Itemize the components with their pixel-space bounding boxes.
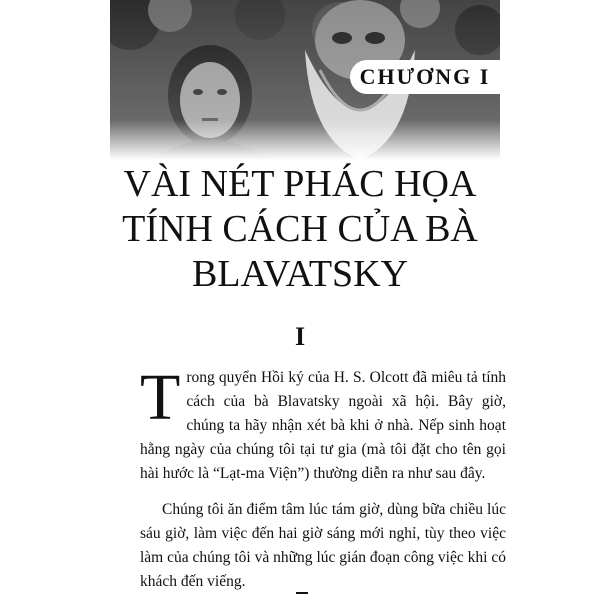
section-number: I	[294, 322, 306, 351]
page-number-mark	[296, 592, 308, 594]
paragraph-first-text: rong quyển Hồi ký của H. S. Olcott đã miêu tả tính cách của bà Blavatsky ngoài xã hội. Bây giờ, chúng ta hãy nhận xét bà khi ở nhà. Nếp sinh hoạt hằng ngày của chúng tôi tại tư gia (mà tôi đặt cho tên gọi hài hước là “Lạt-ma Viện”) thường diễn ra như sau đây.	[140, 369, 506, 482]
chapter-title	[0, 162, 600, 297]
title-line-2: TÍNH CÁCH CỦA BÀ	[122, 208, 478, 250]
title-line-1: VÀI NÉT PHÁC HỌA	[123, 163, 477, 205]
paragraph-second: Chúng tôi ăn điểm tâm lúc tám giờ, dùng bữa chiều lúc sáu giờ, làm việc đến hai giờ sáng mới nghỉ, tùy theo việc làm của chúng tôi và những lúc gián đoạn công việc khi có khách đến viếng.	[140, 501, 506, 590]
title-line-3: BLAVATSKY	[191, 253, 409, 295]
drop-cap: T	[140, 361, 181, 434]
paragraph-first	[140, 361, 506, 486]
chapter-label: CHƯƠNG I	[350, 60, 500, 94]
body-text	[140, 361, 506, 606]
